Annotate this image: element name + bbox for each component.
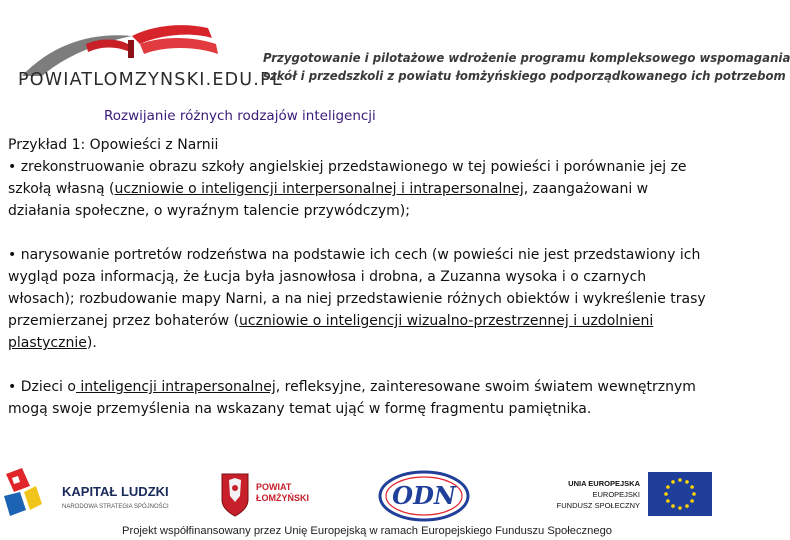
bullet-3-text: • Dzieci o xyxy=(8,379,76,395)
odn-logo xyxy=(380,472,468,520)
eu-star xyxy=(690,485,694,489)
eu-star xyxy=(666,485,670,489)
eu-star xyxy=(664,492,668,496)
eu-star xyxy=(678,478,682,482)
bullet-3-tail: , refleksyjne, zainteresowane swoim światem wewnętrznym mogą swoje przemyślenia na wskazany temat ująć w formę fragmentu pamiętnika. xyxy=(8,379,696,417)
eu-star xyxy=(666,499,670,503)
eu-star xyxy=(692,492,696,496)
eu-star xyxy=(685,504,689,508)
kapital-ludzki-subtitle: NARODOWA STRATEGIA SPÓJNOŚCI xyxy=(62,504,169,510)
eu-flag xyxy=(648,472,712,516)
bullet-2 xyxy=(8,244,708,354)
eu-line2: EUROPEJSKI xyxy=(592,490,640,499)
header-tagline-line2: szkół i przedszkoli z powiatu łomżyńskiego podporządkowanego ich potrzebom xyxy=(263,68,786,83)
bullet-1-text: • zrekonstruowanie obrazu szkoły angielskiej przedstawionego w tej powieści i porównanie jej ze szkołą własną ( xyxy=(8,159,687,197)
powiat-line2: ŁOMŻYŃSKI xyxy=(256,493,309,503)
eu-line3: FUNDUSZ SPOŁECZNY xyxy=(556,501,640,510)
bullet-2-tail: ). xyxy=(86,335,97,351)
footer-caption: Projekt współfinansowany przez Unię Europejską w ramach Europejskiego Funduszu Społecznego xyxy=(122,525,613,537)
slide-heading: Rozwijanie różnych rodzajów inteligencji xyxy=(104,108,376,124)
eu-line1: UNIA EUROPEJSKA xyxy=(568,479,640,488)
bullet-2-underlined: uczniowie o inteligencji wizualno-przestrzennej i uzdolnieni plastycznie xyxy=(8,313,654,351)
footer-logos xyxy=(0,466,720,524)
bullet-3-underlined: inteligencji intrapersonalnej xyxy=(75,379,276,395)
powiat-line1: POWIAT xyxy=(256,482,292,492)
bullet-1-tail: , zaangażowani w działania społeczne, o wyraźnym talencie przywódczym); xyxy=(8,181,649,219)
eu-text-block xyxy=(557,479,641,510)
eu-star xyxy=(671,504,675,508)
eu-star xyxy=(685,480,689,484)
eu-star xyxy=(678,506,682,510)
slide-content xyxy=(8,134,708,420)
eu-star xyxy=(671,480,675,484)
kapital-ludzki-title: KAPITAŁ LUDZKI xyxy=(62,484,169,499)
kapital-ludzki-logo xyxy=(4,468,169,516)
bullet-1-underlined: uczniowie o inteligencji interpersonalnej i intrapersonalnej xyxy=(114,181,524,197)
header-tagline-line1: Przygotowanie i pilotażowe wdrożenie programu kompleksowego wspomagania xyxy=(263,50,790,65)
bullet-1 xyxy=(8,156,708,222)
bullet-3 xyxy=(8,376,708,420)
powiat-lomzynski-logo xyxy=(222,474,309,516)
eu-star xyxy=(690,499,694,503)
bullet-2-text: • narysowanie portretów rodzeństwa na podstawie ich cech (w powieści nie jest przedstawiony ich wygląd poza informacją, że Łucja była jasnowłosa i drobna, a Zuzanna wysoka i o czarnych włosach); rozbudowanie mapy Narni, a na niej przedstawienie różnych obiektów i wykreślenie trasy przemierzanej przez bohaterów ( xyxy=(8,247,706,329)
odn-text: ODN xyxy=(392,481,456,510)
example-title: Przykład 1: Opowieści z Narnii xyxy=(8,137,219,153)
logo-text: POWIATLOMZYNSKI.EDU.PL xyxy=(18,70,283,90)
